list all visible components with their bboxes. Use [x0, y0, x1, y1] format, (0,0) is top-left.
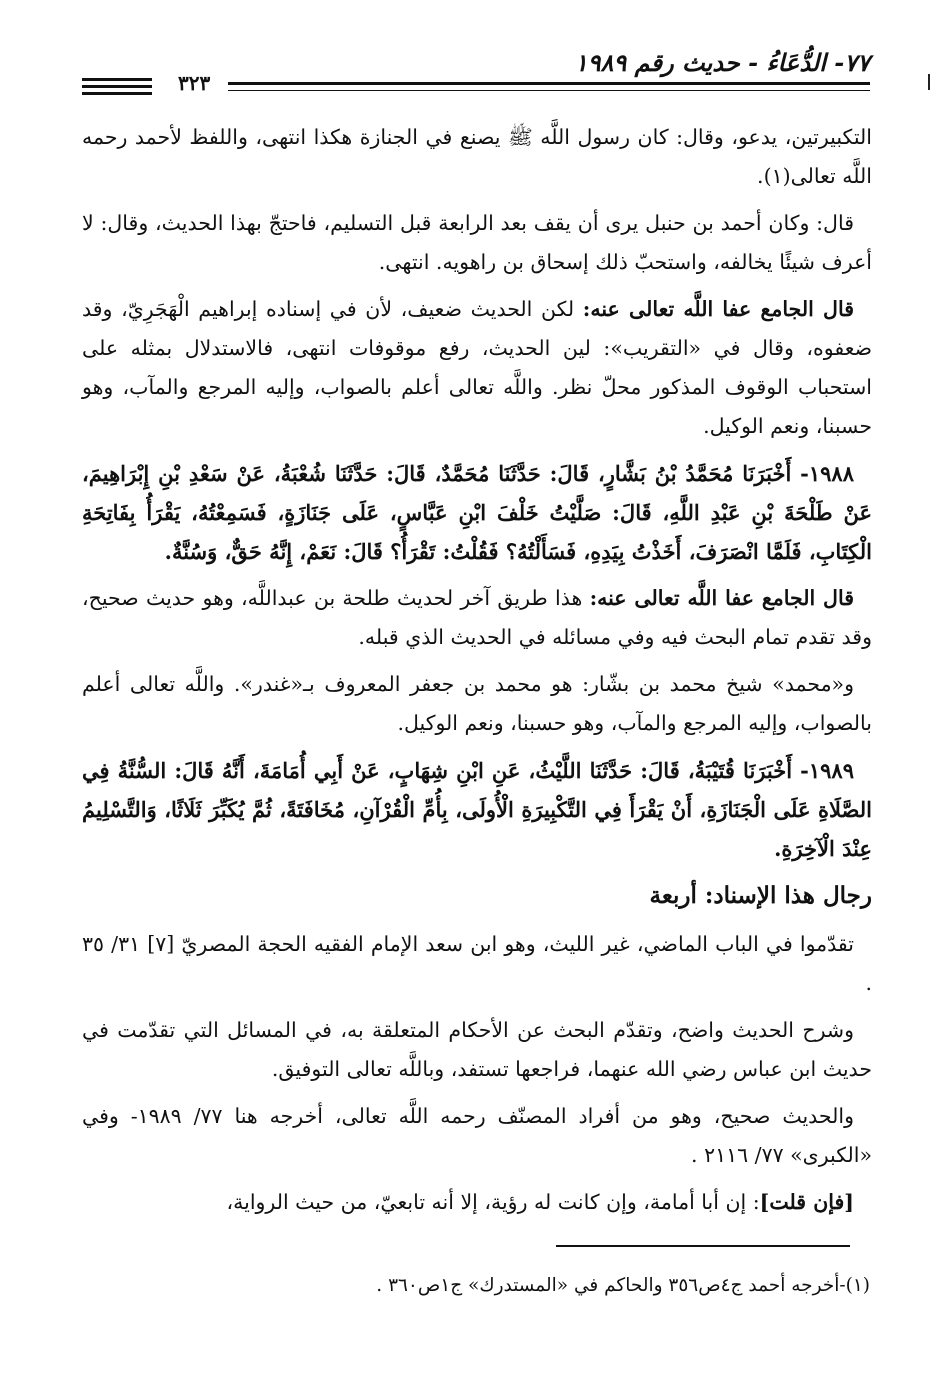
page-number: ٣٢٣: [168, 70, 220, 96]
commentator-label: قال الجامع عفا اللَّه تعالى عنه:: [589, 586, 854, 610]
commentary-paragraph: [82, 290, 872, 446]
paragraph-text: : إن أبا أمامة، وإن كانت له رؤية، إلا أنه تابعيّ، من حيث الرواية،: [226, 1190, 760, 1214]
chapter-title: ٧٧- الدُّعَاءُ - حديث رقم ١٩٨٩: [574, 48, 870, 77]
paragraph: والحديث صحيح، وهو من أفراد المصنّف رحمه اللَّه تعالى، أخرجه هنا ٧٧/ ١٩٨٩- وفي «الكبرى» ٧٧/ ٢١١٦ .: [82, 1104, 872, 1167]
commentary-paragraph: [82, 579, 872, 657]
paragraph-text: لكن الحديث ضعيف، لأن في إسناده إبراهيم الْهَجَرِيّ، وقد ضعفوه، وقال في «التقريب»: لين الحديث، رفع موقوفات انتهى، فالاستدلال بمثله على استحباب الوقوف المذكور محلّ نظر. واللَّه تعالى أعلم بالصواب، وإليه المرجع والمآب، وهو حسبنا، ونعم الوكيل.: [82, 297, 872, 438]
commentator-label: قال الجامع عفا اللَّه تعالى عنه:: [582, 297, 854, 321]
paragraph-text: هذا طريق آخر لحديث طلحة بن عبداللَّه، وهو حديث صحيح، وقد تقدم تمام البحث فيه وفي مسائله في الحديث الذي قبله.: [82, 586, 872, 649]
header-rule: [228, 82, 870, 85]
footnote: (١)-أخرجه أحمد ج٤ص٣٥٦ والحاكم في «المستدرك» ج١ص٣٦٠ .: [376, 1275, 870, 1296]
paragraph: تقدّموا في الباب الماضي، غير الليث، وهو ابن سعد الإمام الفقيه الحجة المصريّ [٧] ٣١/ ٣٥ .: [82, 932, 872, 995]
page-number-rule: [82, 85, 152, 88]
header-rule-thin: [228, 90, 870, 91]
paragraph: و«محمد» شيخ محمد بن بشّار: هو محمد بن جعفر المعروف بـ«غندر». واللَّه تعالى أعلم بالصواب، وإليه المرجع والمآب، وهو حسبنا، ونعم الوكيل.: [82, 672, 872, 735]
hadith-1989: ١٩٨٩- أَخْبَرَنَا قُتَيْبَةُ، قَالَ: حَدَّثَنَا اللَّيْثُ، عَنِ ابْنِ شِهَابٍ، عَنْ أَبِي أُمَامَةَ، أَنَّهُ قَالَ: السُّنَّةُ فِي الصَّلَاةِ عَلَى الْجَنَازَةِ، أَنْ يَقْرَأَ فِي التَّكْبِيرَةِ الْأُولَى، بِأُمِّ الْقُرْآنِ، مُخَافَتَةً، ثُمَّ يُكَبِّرَ ثَلَاثًا، وَالتَّسْلِيمُ عِنْدَ الْآخِرَةِ.: [82, 758, 872, 861]
question-paragraph: [82, 1183, 872, 1222]
footnote-divider: [556, 1245, 850, 1247]
page-body: [82, 118, 872, 1230]
margin-mark: [928, 74, 930, 90]
hadith-1988: ١٩٨٨- أَخْبَرَنَا مُحَمَّدُ بْنُ بَشَّارٍ، قَالَ: حَدَّثَنَا مُحَمَّدٌ، قَالَ: حَدَّثَنَا شُعْبَةُ، عَنْ سَعْدِ بْنِ إِبْرَاهِيمَ، عَنْ طَلْحَةَ بْنِ عَبْدِ اللَّهِ، قَالَ: صَلَّيْتُ خَلْفَ ابْنِ عَبَّاسٍ، عَلَى جَنَازَةٍ، فَسَمِعْتُهُ، يَقْرَأُ بِفَاتِحَةِ الْكِتَابِ، فَلَمَّا انْصَرَفَ، أَخَذْتُ بِيَدِهِ، فَسَأَلْتُهُ؟ فَقُلْتُ: تَقْرَأُ؟ قَالَ: نَعَمْ، إِنَّهُ حَقٌّ، وَسُنَّةٌ.: [82, 461, 872, 564]
paragraph: وشرح الحديث واضح، وتقدّم البحث عن الأحكام المتعلقة به، في المسائل التي تقدّمت في حديث ابن عباس رضي الله عنهما، فراجعها تستفد، وباللَّه تعالى التوفيق.: [82, 1018, 872, 1081]
paragraph: قال: وكان أحمد بن حنبل يرى أن يقف بعد الرابعة قبل التسليم، فاحتجّ بهذا الحديث، وقال: لا أعرف شيئًا يخالفه، واستحبّ ذلك إسحاق بن راهويه. انتهى.: [82, 211, 872, 274]
paragraph: التكبيرتين، يدعو، وقال: كان رسول اللَّه ﷺ يصنع في الجنازة هكذا انتهى، واللفظ لأحمد رحمه اللَّه تعالى(١).: [82, 125, 872, 188]
question-label: [فإن قلت]: [759, 1190, 854, 1214]
page-number-rule: [82, 78, 152, 81]
page-number-rule: [82, 92, 152, 95]
section-heading: رجال هذا الإسناد: أربعة: [649, 882, 872, 909]
page-header: [82, 48, 870, 98]
